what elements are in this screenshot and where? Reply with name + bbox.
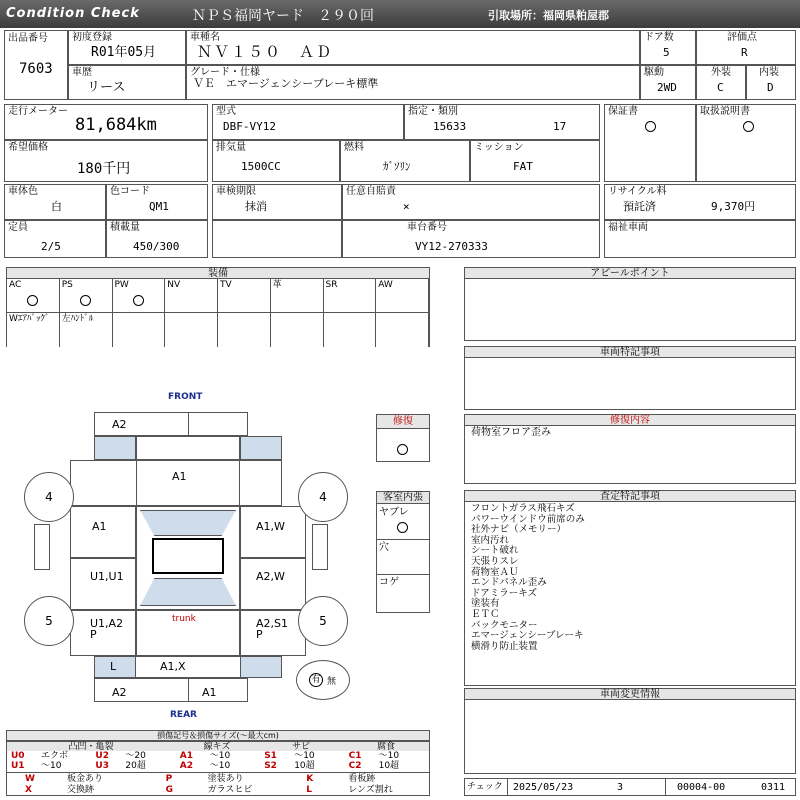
recycle-amount: 9,370円 xyxy=(711,200,756,213)
header-left-title: Condition Check xyxy=(6,6,140,21)
rear-center-mark: A1,X xyxy=(160,660,186,673)
inspection-line: 社外ナビ（メモリー） xyxy=(471,524,567,536)
grade-cell xyxy=(186,65,640,100)
trunk-label: trunk xyxy=(172,614,196,624)
load-label: 積載量 xyxy=(110,222,140,233)
manual-label: 取扱説明書 xyxy=(700,106,750,117)
equip-mark-0 xyxy=(27,295,38,306)
score-value: R xyxy=(741,46,748,59)
tire-front-right xyxy=(298,472,348,522)
disp-value: 1500CC xyxy=(241,160,281,173)
welfare-cell xyxy=(604,220,796,258)
equip-mark-2 xyxy=(133,295,144,306)
doors-cell xyxy=(640,30,696,65)
colorcode-label: 色コード xyxy=(110,186,150,197)
mission-value: FAT xyxy=(513,160,533,173)
equip-label-6: SR xyxy=(325,280,338,290)
legend-desc2: 板金あり xyxy=(67,774,104,784)
manual-cell xyxy=(696,104,796,182)
inspection-line: 横滑り防止装置 xyxy=(471,640,538,652)
chassis-blank-cell xyxy=(212,220,342,258)
inspection-title: 査定特記事項 xyxy=(465,491,795,502)
color-label: 車体色 xyxy=(8,186,38,197)
mission-cell xyxy=(470,140,600,182)
legend-desc: ～10 xyxy=(209,751,231,761)
check-num: 3 xyxy=(617,782,624,793)
legend-desc: ～20 xyxy=(125,751,146,761)
equip-cell-3 xyxy=(165,279,218,313)
color-cell xyxy=(4,184,106,220)
rear-left-mark: L xyxy=(110,660,117,673)
change-panel xyxy=(464,688,796,774)
equip2-label-0: Wｴｱﾊﾞｯｸﾞ xyxy=(9,314,50,324)
legend-code2: G xyxy=(165,785,173,795)
doors-value: 5 xyxy=(663,46,670,59)
spec-cell xyxy=(404,104,600,140)
int-cell xyxy=(746,65,796,100)
grade-value: ＶＥ エマージェンシーブレーキ標準 xyxy=(193,77,379,90)
score-label: 評価点 xyxy=(727,32,757,43)
color-value: 白 xyxy=(51,200,62,213)
mileage-value: 81,684km xyxy=(75,115,157,135)
equip2-cell-3 xyxy=(165,313,218,347)
legend-code: S2 xyxy=(264,761,277,771)
bottom-right-mark: A1 xyxy=(202,686,217,699)
legend-code: S1 xyxy=(264,751,277,761)
load-value: 450/300 xyxy=(133,240,180,253)
check-label: チェック xyxy=(467,782,503,792)
header-bar xyxy=(0,0,800,28)
legend-code2: W xyxy=(25,774,35,784)
legend-code: C2 xyxy=(348,761,362,771)
header-pickup: 引取場所：福岡県粕屋郡 xyxy=(488,9,609,22)
int-value: D xyxy=(767,81,774,94)
spare-none: 無 xyxy=(327,677,337,687)
price-label: 希望価格 xyxy=(8,142,48,153)
legend-desc: 10超 xyxy=(294,761,315,771)
cabin-mark1 xyxy=(397,522,408,533)
disp-label: 排気量 xyxy=(216,142,246,153)
spare-has: 有 xyxy=(309,673,323,687)
equip-label-5: 革 xyxy=(272,280,282,290)
legend-desc: ～10 xyxy=(209,761,231,771)
insurance-value: × xyxy=(403,200,410,213)
equip-label-4: TV xyxy=(220,280,232,290)
legend-code2: P xyxy=(165,774,173,784)
price-cell xyxy=(4,140,208,182)
equipment-title: 装備 xyxy=(7,268,429,279)
model-cell xyxy=(212,104,404,140)
name-label: 車種名 xyxy=(190,32,220,43)
repair-box xyxy=(376,414,430,462)
load-cell xyxy=(106,220,208,258)
spec1-value: 15633 xyxy=(433,120,467,133)
legend-desc2: 交換跡 xyxy=(67,785,95,795)
score-cell xyxy=(696,30,796,65)
legend-desc2: 看板跡 xyxy=(348,774,376,784)
spec-label: 指定・類別 xyxy=(408,106,458,117)
door-right2-mark: A2,W xyxy=(256,570,285,583)
legend-group-3: 腐食 xyxy=(343,741,429,751)
legend-code: A1 xyxy=(179,751,194,761)
lot-value: 7603 xyxy=(19,61,53,77)
repair-mark xyxy=(397,444,408,455)
inspection-line: 天張りスレ xyxy=(471,555,519,567)
chassis-cell xyxy=(342,220,600,258)
recycle-cell xyxy=(604,184,796,220)
legend-group-2: サビ xyxy=(259,741,343,751)
qtr-right-mark: A2,S1 P xyxy=(256,617,289,641)
cabin-box xyxy=(376,491,430,613)
warranty-cell xyxy=(604,104,696,182)
legend-group-0: 凸凹・亀裂 xyxy=(7,741,175,751)
inspection-line: パワーウインドウ前席のみ xyxy=(471,513,585,525)
recycle-label: リサイクル料 xyxy=(608,186,667,197)
equip-cell-7 xyxy=(376,279,429,313)
warranty-mark xyxy=(645,121,656,132)
inspection-line: シート破れ xyxy=(471,545,519,557)
inspection-line: バックモニター xyxy=(471,619,538,631)
appeal-panel xyxy=(464,267,796,341)
inspection-lines xyxy=(471,504,585,652)
equip2-cell-4 xyxy=(218,313,271,347)
repair-content-title: 修復内容 xyxy=(465,415,795,426)
door-right-mark: A1,W xyxy=(256,520,285,533)
header-center-title: ＮＰＳ福岡ヤード ２９０回 xyxy=(192,8,374,24)
repair-title: 修復 xyxy=(377,415,429,429)
legend-desc: ～10 xyxy=(294,751,315,761)
equip2-label-1: 左ﾊﾝﾄﾞﾙ xyxy=(61,314,94,324)
equip-cell-6 xyxy=(324,279,377,313)
chassis-value: VY12-270333 xyxy=(415,240,488,253)
tire-rl-value: 5 xyxy=(45,614,53,628)
inspection-line: エマージェンシーブレーキ xyxy=(471,630,584,642)
check-code: 00004-00 xyxy=(677,782,726,793)
reg-cell xyxy=(68,30,186,65)
ext-value: C xyxy=(717,81,724,94)
manual-mark xyxy=(743,121,754,132)
tire-rear-right xyxy=(298,596,348,646)
recycle-status: 預託済 xyxy=(623,200,656,213)
history-cell xyxy=(68,65,186,100)
insurance-cell xyxy=(342,184,600,220)
legend-group-1: 線キズ xyxy=(175,741,259,751)
legend-title: 損傷記号＆損傷サイズ(～最大cm) xyxy=(7,731,429,741)
disp-cell xyxy=(212,140,340,182)
door-left2-mark: U1,U1 xyxy=(90,570,124,583)
legend-desc2: ガラスヒビ xyxy=(207,785,253,795)
capacity-cell xyxy=(4,220,106,258)
legend-desc: ～10 xyxy=(41,761,62,771)
equip-cell-0 xyxy=(7,279,60,313)
features-panel xyxy=(464,346,796,410)
equip2-cell-6 xyxy=(324,313,377,347)
inspection-line: フロントガラス飛石キズ xyxy=(471,503,575,514)
cabin-item1: ヤブレ xyxy=(379,507,409,518)
capacity-label: 定員 xyxy=(8,222,28,233)
fender-left-mark: A1 xyxy=(92,520,107,533)
legend-code: U3 xyxy=(95,761,109,771)
spec2-value: 17 xyxy=(553,120,567,133)
inspect-cell xyxy=(212,184,342,220)
inspect-value: 抹消 xyxy=(245,200,267,213)
equip-label-2: PW xyxy=(114,280,129,290)
inspection-line: エンドパネル歪み xyxy=(471,577,547,589)
equip-cell-4 xyxy=(218,279,271,313)
equip-label-7: AW xyxy=(378,280,393,290)
bottom-left-mark: A2 xyxy=(112,686,127,699)
lot-cell xyxy=(4,30,68,100)
name-cell xyxy=(186,30,640,65)
legend-code: U0 xyxy=(11,751,25,761)
drive-cell xyxy=(640,65,696,100)
car-diagram xyxy=(20,390,360,720)
mileage-cell xyxy=(4,104,208,140)
fuel-value: ｶﾞｿﾘﾝ xyxy=(383,160,411,173)
legend-code: A2 xyxy=(179,761,194,771)
check-date: 2025/05/23 xyxy=(513,782,574,793)
welfare-label: 福祉車両 xyxy=(608,222,648,233)
chassis-label: 車台番号 xyxy=(407,222,447,233)
tire-rear-left xyxy=(24,596,74,646)
cabin-title: 客室内張 xyxy=(377,492,429,504)
ext-cell xyxy=(696,65,746,100)
hood-mark: A1 xyxy=(172,470,187,483)
int-label: 内装 xyxy=(759,67,779,78)
lot-label: 出品番号 xyxy=(8,33,48,44)
legend-code: U2 xyxy=(95,751,109,761)
model-label: 型式 xyxy=(216,106,236,117)
colorcode-value: QM1 xyxy=(149,200,169,213)
inspection-panel xyxy=(464,490,796,686)
legend-desc2: 塗装あり xyxy=(207,774,244,784)
price-value: 180千円 xyxy=(77,161,131,177)
equipment-table xyxy=(6,267,430,347)
repair-content-text: 荷物室フロア歪み xyxy=(471,427,551,438)
name-value: ＮＶ１５０ ＡＤ xyxy=(197,43,334,61)
grade-label: グレード・仕様 xyxy=(190,67,260,78)
legend-desc: エクボ xyxy=(41,751,69,761)
inspection-line: ドアミラーキズ xyxy=(471,587,538,599)
check-code2: 0311 xyxy=(761,782,786,793)
ext-label: 外装 xyxy=(711,67,731,78)
colorcode-cell xyxy=(106,184,208,220)
capacity-value: 2/5 xyxy=(41,240,61,253)
equip-mark-1 xyxy=(80,295,91,306)
warranty-label: 保証書 xyxy=(608,106,638,117)
front-label: FRONT xyxy=(168,392,203,402)
legend-desc: 20超 xyxy=(125,761,146,771)
equip-cell-2 xyxy=(113,279,166,313)
inspection-line: 室内汚れ xyxy=(471,534,510,546)
drive-value: 2WD xyxy=(657,81,677,94)
inspection-line: ＥＴＣ xyxy=(471,608,500,620)
mileage-label: 走行メーター xyxy=(8,106,68,117)
top-left-mark: A2 xyxy=(112,418,127,431)
check-row xyxy=(464,778,796,796)
insurance-label: 任意自賠責 xyxy=(346,186,396,197)
tire-fr-value: 4 xyxy=(319,490,327,504)
rear-label: REAR xyxy=(170,710,197,720)
equip-label-0: AC xyxy=(9,280,22,290)
legend-code: C1 xyxy=(348,751,362,761)
mission-label: ミッション xyxy=(474,142,524,153)
fuel-cell xyxy=(340,140,470,182)
equip2-cell-5 xyxy=(271,313,324,347)
repair-content-panel xyxy=(464,414,796,484)
features-title: 車両特記事項 xyxy=(465,347,795,358)
equip2-cell-1 xyxy=(60,313,113,347)
legend-code2: X xyxy=(25,785,32,795)
appeal-title: アピールポイント xyxy=(465,268,795,279)
change-title: 車両変更情報 xyxy=(465,689,795,700)
legend-desc: ～10 xyxy=(378,751,400,761)
inspect-label: 車検期限 xyxy=(216,186,256,197)
legend-desc2: レンズ割れ xyxy=(348,785,393,795)
history-label: 車歴 xyxy=(72,67,92,78)
legend-code2: K xyxy=(306,774,314,784)
reg-value: R01年05月 xyxy=(91,45,157,60)
legend-code: U1 xyxy=(11,761,25,771)
legend-table xyxy=(6,730,430,796)
reg-label: 初度登録 xyxy=(72,32,112,43)
equip2-cell-7 xyxy=(376,313,429,347)
qtr-left-mark: U1,A2 P xyxy=(90,617,124,641)
tire-front-left xyxy=(24,472,74,522)
equip-label-1: PS xyxy=(61,280,73,290)
cabin-item3: コゲ xyxy=(379,577,399,588)
equip-cell-1 xyxy=(60,279,113,313)
equip-label-3: NV xyxy=(167,280,181,290)
history-value: リース xyxy=(87,80,126,95)
spare-tire xyxy=(296,660,350,700)
tire-rr-value: 5 xyxy=(319,614,327,628)
legend-code2: L xyxy=(306,785,312,795)
cabin-item2: 穴 xyxy=(379,542,389,553)
legend-desc: 10超 xyxy=(378,761,400,771)
model-value: DBF-VY12 xyxy=(223,120,276,133)
equip2-cell-0 xyxy=(7,313,60,347)
tire-fl-value: 4 xyxy=(45,490,53,504)
inspection-line: 荷物室ＡＵ xyxy=(471,566,519,578)
equip-cell-5 xyxy=(271,279,324,313)
equip2-cell-2 xyxy=(113,313,166,347)
drive-label: 駆動 xyxy=(644,67,664,78)
fuel-label: 燃料 xyxy=(344,142,364,153)
inspection-line: 塗装有 xyxy=(471,598,500,610)
doors-label: ドア数 xyxy=(644,32,674,43)
